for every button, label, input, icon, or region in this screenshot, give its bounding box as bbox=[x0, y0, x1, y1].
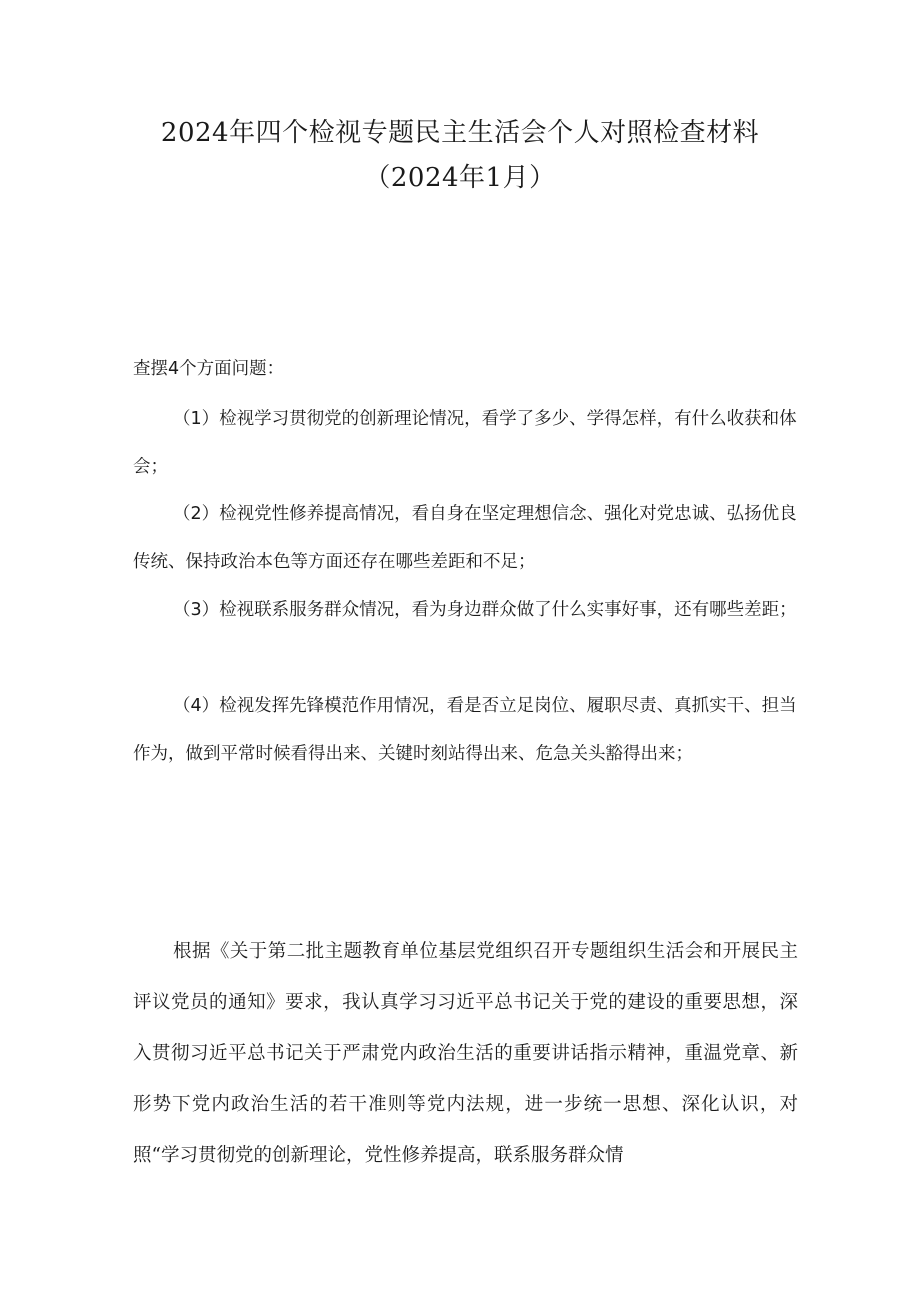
issues-intro: 查摆4个方面问题： bbox=[133, 359, 285, 379]
issue-item-3: （3）检视联系服务群众情况，看为身边群众做了什么实事好事，还有哪些差距； bbox=[173, 600, 797, 620]
body-paragraph: 根据《关于第二批主题教育单位基层党组织召开专题组织生活会和开展民主评议党员的通知》要求，我认真学习习近平总书记关于党的建设的重要思想，深入贯彻习近平总书记关于严肃党内政治生活的重要讲话指示精神，重温党章、新形势下党内政治生活的若干准则等党内法规，进一步统一思想、深化认识，对照“学习贯彻党的创新理论，党性修养提高，联系服务群众情 bbox=[133, 941, 798, 1166]
issue-item-1: （1）检视学习贯彻党的创新理论情况，看学了多少、学得怎样，有什么收获和体会； bbox=[133, 409, 797, 477]
document-title: 2024年四个检视专题民主生活会个人对照检查材料 bbox=[160, 118, 760, 148]
issue-item-2: （2）检视党性修养提高情况，看自身在坚定理想信念、强化对党忠诚、弘扬优良传统、保持政治本色等方面还存在哪些差距和不足； bbox=[133, 504, 797, 572]
issue-item-4: （4）检视发挥先锋模范作用情况，看是否立足岗位、履职尽责、真抓实干、担当作为，做到平常时候看得出来、关键时刻站得出来、危急关头豁得出来； bbox=[133, 696, 797, 764]
document-subtitle: （2024年1月） bbox=[364, 163, 556, 193]
